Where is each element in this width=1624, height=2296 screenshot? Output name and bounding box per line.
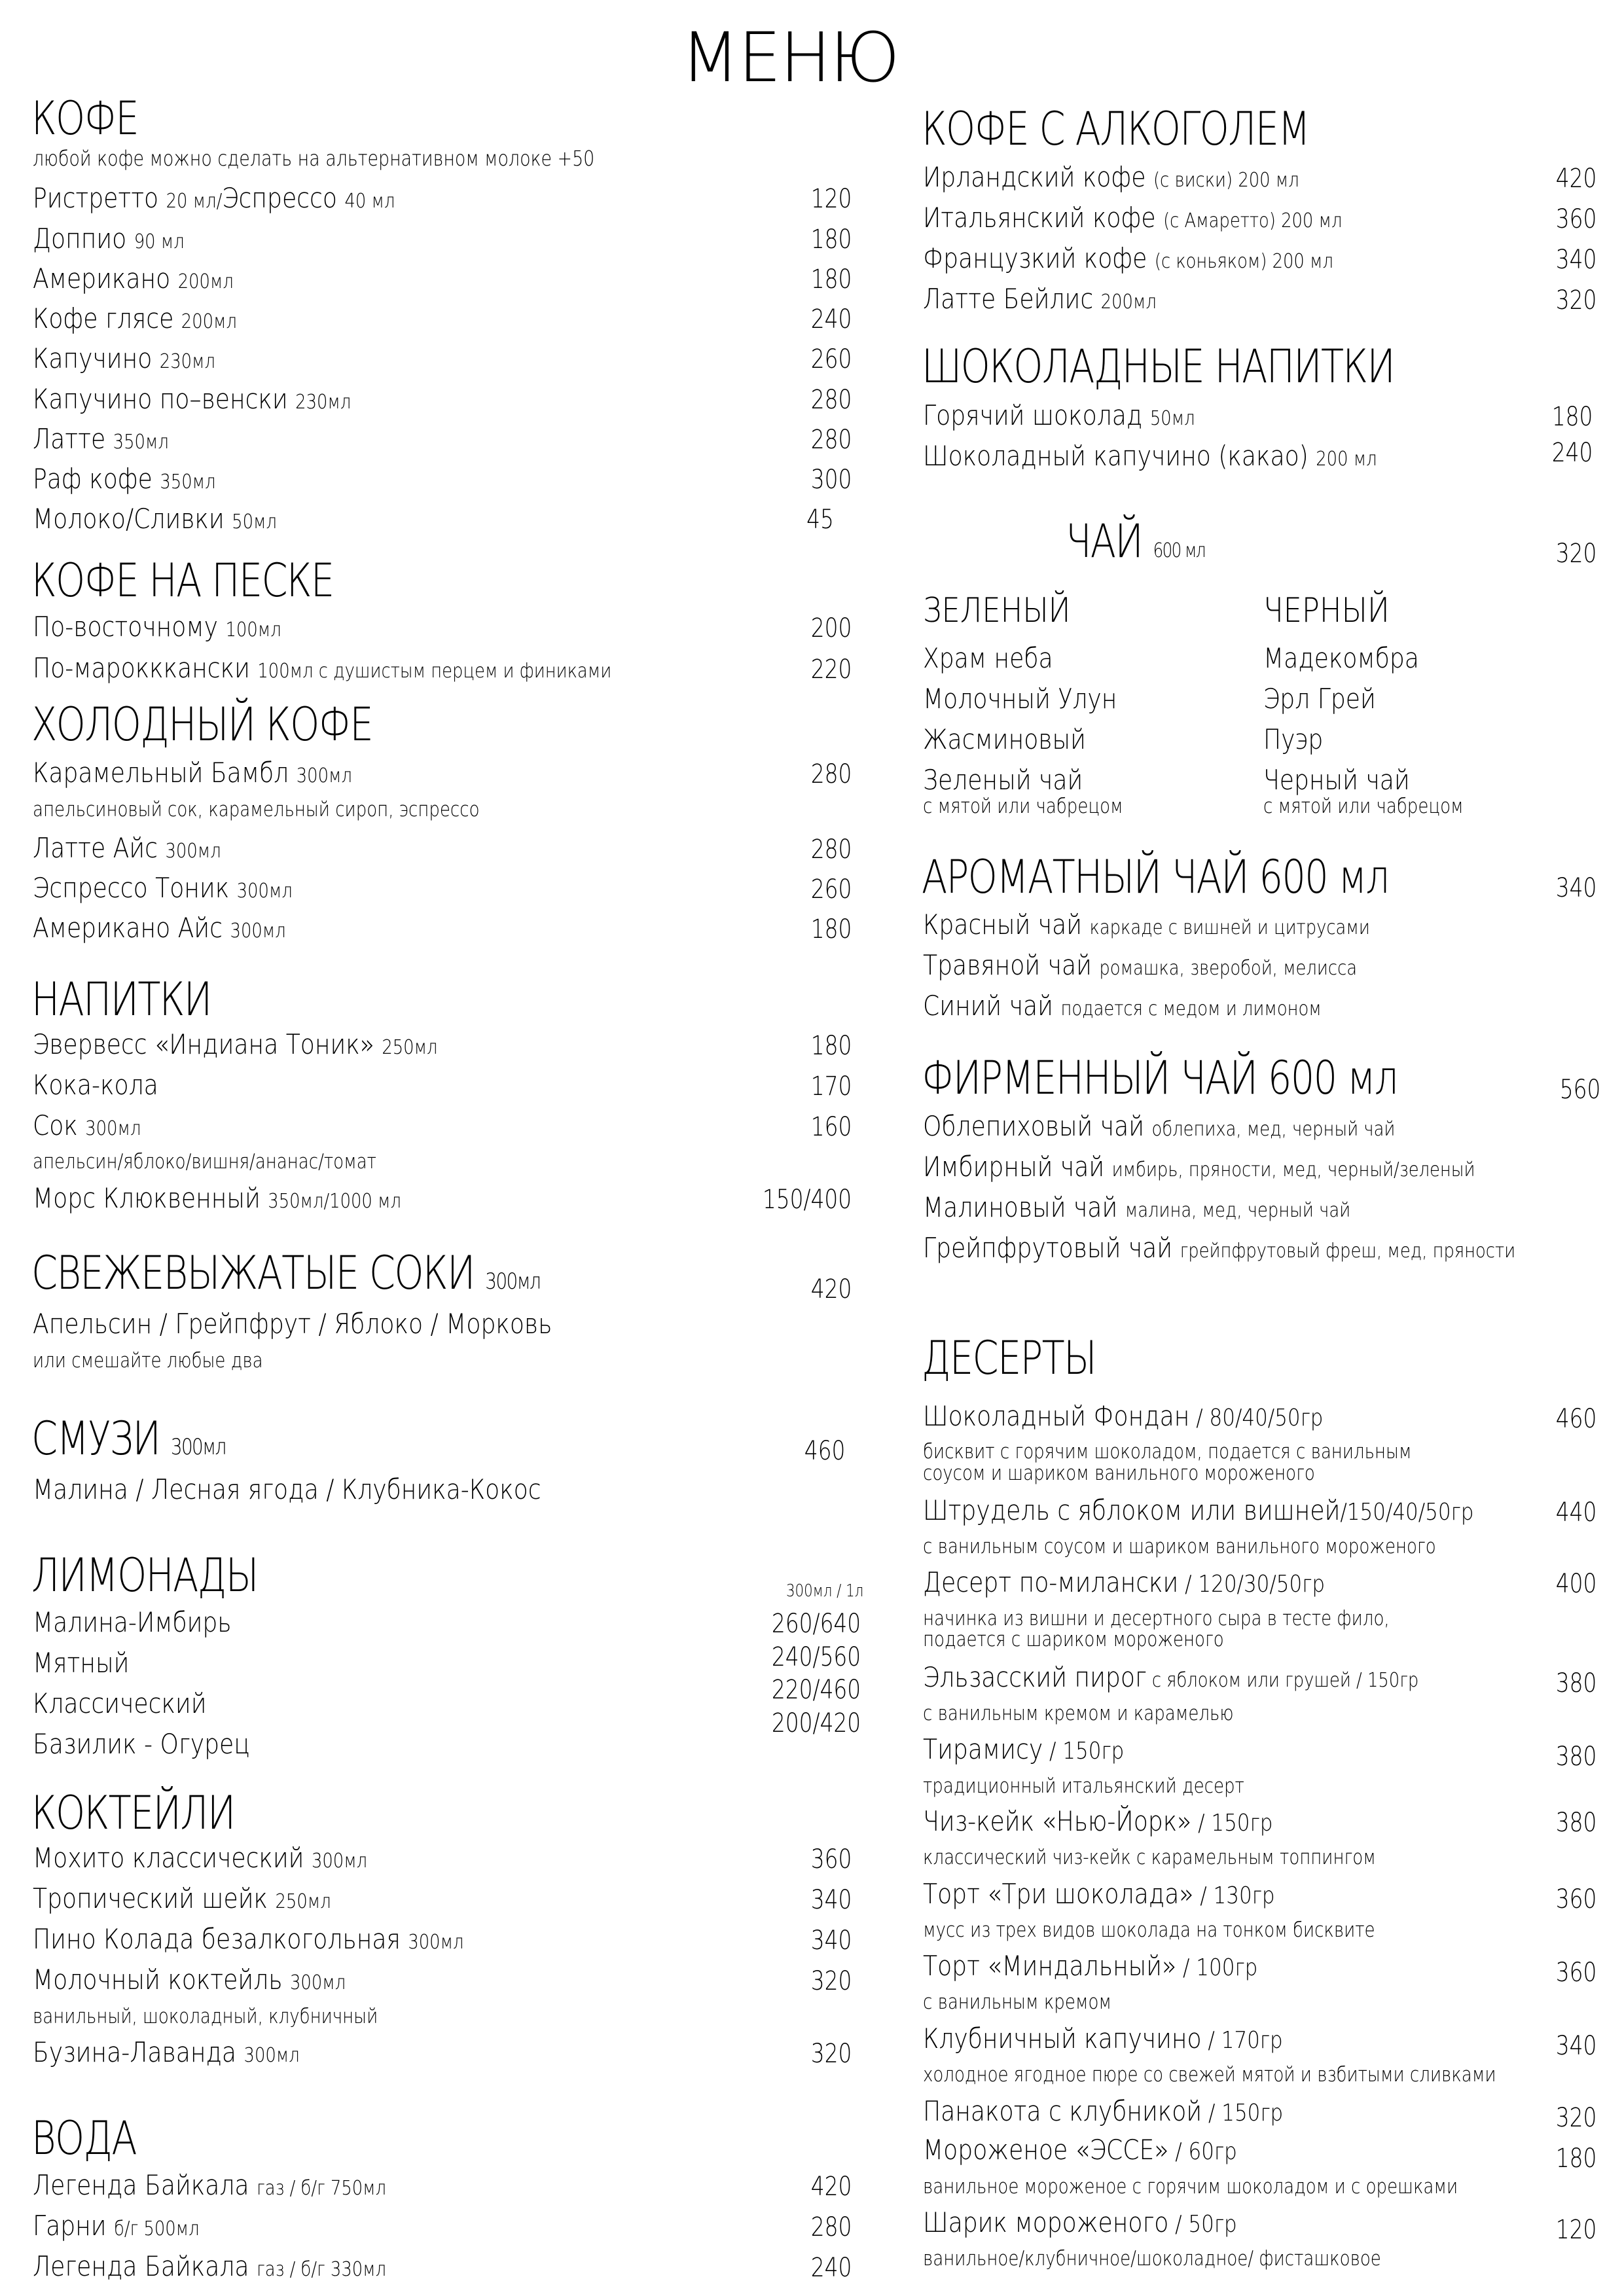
item-description: апельсиновый сок, карамельный сироп, эспрессо	[33, 798, 480, 821]
tea-item: Жасминовый	[923, 723, 1086, 755]
section-heading-coffee: КОФЕ	[31, 92, 138, 145]
price: 420	[1555, 164, 1597, 194]
menu-item: Ристретто 20 мл/Эспрессо 40 мл	[33, 182, 395, 214]
section-heading-sand-coffee: КОФЕ НА ПЕСКЕ	[31, 554, 334, 607]
menu-item: Раф кофе 350мл	[33, 463, 216, 495]
price: 280	[810, 759, 852, 789]
menu-item: Торт «Три шоколада» / 130гр	[923, 1878, 1275, 1910]
item-description: классический чиз-кейк с карамельным топпингом	[923, 1846, 1376, 1869]
price: 280	[810, 425, 852, 455]
menu-item: Клубничный капучино / 170гр	[923, 2022, 1283, 2054]
menu-item: Американо Айс 300мл	[33, 912, 286, 944]
price: 440	[1555, 1498, 1597, 1528]
menu-item: Базилик - Огурец	[33, 1728, 250, 1760]
menu-item: Сок 300мл	[33, 1109, 141, 1141]
price: 240/560	[771, 1642, 861, 1672]
item-description: ванильное мороженое с горячим шоколадом и с орешками	[923, 2175, 1458, 2198]
price: 240	[810, 2253, 852, 2283]
item-description: ванильный, шоколадный, клубничный	[33, 2005, 378, 2028]
price: 340	[1555, 2031, 1597, 2061]
section-heading-water: ВОДА	[31, 2111, 137, 2165]
menu-item: Доппио 90 мл	[33, 223, 185, 255]
price: 180	[1551, 402, 1593, 432]
price: 200/420	[771, 1708, 861, 1738]
price: 180	[810, 264, 852, 295]
price: 200	[810, 613, 852, 643]
item-description: с ванильным кремом	[923, 1990, 1112, 2014]
menu-item: Мохито классический 300мл	[33, 1842, 368, 1874]
menu-item: Классический	[33, 1687, 207, 1719]
price: 180	[810, 224, 852, 255]
coffee-note: любой кофе можно сделать на альтернативном молоке +50	[33, 146, 595, 171]
tea-item: Зеленый чай	[923, 764, 1083, 796]
menu-item: Горячий шоколад 50мл	[923, 399, 1195, 431]
price: 320	[810, 1966, 852, 1996]
menu-item: Апельсин / Грейпфрут / Яблоко / Морковь	[33, 1308, 552, 1340]
item-description: апельсин/яблоко/вишня/ананас/томат	[33, 1150, 376, 1174]
menu-item: Облепиховый чай облепиха, мед, черный чай	[923, 1110, 1396, 1142]
section-heading-signature-tea: ФИРМЕННЫЙ ЧАЙ 600 мл	[922, 1051, 1398, 1105]
menu-item: Малиновый чай малина, мед, черный чай	[923, 1191, 1351, 1223]
menu-item: Штрудель с яблоком или вишней/150/40/50гр	[923, 1494, 1474, 1526]
tea-item: Пуэр	[1263, 723, 1324, 755]
item-description: ванильное/клубничное/шоколадное/ фисташковое	[923, 2247, 1381, 2270]
price: 170	[810, 1071, 852, 1102]
section-heading-fresh-juices: СВЕЖЕВЫЖАТЫЕ СОКИ 300мл	[31, 1246, 541, 1300]
menu-item: Бузина-Лаванда 300мл	[33, 2036, 300, 2068]
price: 320	[1555, 2103, 1597, 2133]
section-heading-desserts: ДЕСЕРТЫ	[922, 1331, 1096, 1385]
menu-item: Грейпфрутовый чай грейпфрутовый фреш, мед, пряности	[923, 1232, 1516, 1264]
menu-item: По-восточному 100мл	[33, 611, 281, 643]
menu-item: Эвервесс «Индиана Тоник» 250мл	[33, 1028, 438, 1060]
price: 300	[810, 465, 852, 495]
menu-item: Пино Колада безалкогольная 300мл	[33, 1923, 464, 1955]
price: 460	[1555, 1404, 1597, 1434]
price: 240	[810, 304, 852, 334]
menu-item: Эльзасский пирог с яблоком или грушей / 150гр	[923, 1661, 1419, 1693]
section-heading-cocktails: КОКТЕЙЛИ	[31, 1786, 235, 1840]
price: 340	[810, 1885, 852, 1915]
price: 180	[810, 914, 852, 944]
price: 260	[810, 344, 852, 374]
price: 150/400	[762, 1185, 852, 1215]
menu-item: Травяной чай ромашка, зверобой, мелисса	[923, 949, 1358, 981]
tea-item: Эрл Грей	[1263, 683, 1376, 715]
price: 220/460	[771, 1675, 861, 1705]
menu-item: Малина / Лесная ягода / Клубника-Кокос	[33, 1473, 541, 1505]
menu-item: Чиз-кейк «Нью-Йорк» / 150гр	[923, 1805, 1273, 1837]
price: 120	[1555, 2215, 1597, 2245]
menu-item: Шоколадный Фондан / 80/40/50гр	[923, 1400, 1324, 1432]
menu-item: Карамельный Бамбл 300мл	[33, 757, 352, 789]
price: 320	[1555, 285, 1597, 315]
lemonade-sizes: 300мл / 1л	[785, 1581, 863, 1601]
menu-item: Французкий кофе (с коньяком) 200 мл	[923, 242, 1334, 274]
price: 340	[1555, 245, 1597, 275]
price: 380	[1555, 1668, 1597, 1698]
item-description: бисквит с горячим шоколадом, подается с ванильным	[923, 1440, 1412, 1463]
price: 560	[1559, 1075, 1600, 1105]
price: 400	[1555, 1569, 1597, 1599]
item-description: традиционный итальянский десерт	[923, 1774, 1244, 1798]
section-heading-drinks: НАПИТКИ	[31, 973, 211, 1026]
price: 120	[810, 184, 852, 214]
price: 180	[810, 1031, 852, 1061]
page-title: МЕНЮ	[681, 18, 899, 98]
price: 280	[810, 834, 852, 865]
menu-item: Молоко/Сливки 50мл	[33, 503, 277, 535]
price: 360	[1555, 204, 1597, 234]
item-description: или смешайте любые два	[33, 1349, 263, 1372]
menu-item: Шоколадный капучино (какао) 200 мл	[923, 440, 1377, 472]
tea-item: Молочный Улун	[923, 683, 1117, 715]
price: 220	[810, 655, 852, 685]
menu-item: Итальянский кофе (с Амаретто) 200 мл	[923, 202, 1343, 234]
item-description: начинка из вишни и десертного сыра в тесте фило,	[923, 1607, 1390, 1630]
price: 160	[810, 1112, 852, 1142]
price: 340	[810, 1926, 852, 1956]
price: 260/640	[771, 1609, 861, 1639]
menu-item: Панакота с клубникой / 150гр	[923, 2095, 1284, 2127]
menu-item: Капучино 230мл	[33, 342, 216, 374]
menu-item: Кока-кола	[33, 1069, 158, 1101]
price: 320	[810, 2039, 852, 2069]
menu-item: Мятный	[33, 1647, 130, 1679]
section-heading-aromatic-tea: АРОМАТНЫЙ ЧАЙ 600 мл	[922, 850, 1389, 904]
price: 340	[1555, 873, 1597, 903]
price: 420	[810, 2172, 852, 2202]
menu-item: Торт «Миндальный» / 100гр	[923, 1950, 1258, 1982]
menu-item: Латте Айс 300мл	[33, 832, 221, 864]
price: 460	[804, 1436, 845, 1466]
price: 280	[810, 385, 852, 415]
menu-item: Капучино по–венски 230мл	[33, 383, 352, 415]
price: 360	[1555, 1884, 1597, 1914]
price: 240	[1551, 438, 1593, 468]
price: 360	[810, 1844, 852, 1874]
section-heading-lemonades: ЛИМОНАДЫ	[31, 1549, 258, 1602]
menu-item: Мороженое «ЭССЕ» / 60гр	[923, 2134, 1237, 2166]
menu-item: Десерт по-милански / 120/30/50гр	[923, 1566, 1326, 1598]
menu-item: Ирландский кофе (с виски) 200 мл	[923, 161, 1299, 193]
menu-item: Кофе глясе 200мл	[33, 302, 237, 334]
tea-black-heading: ЧЕРНЫЙ	[1263, 591, 1390, 630]
item-description: с ванильным кремом и карамелью	[923, 1702, 1234, 1725]
menu-item: Шарик мороженого / 50гр	[923, 2206, 1237, 2238]
menu-item: Имбирный чай имбирь, пряности, мед, черный/зеленый	[923, 1151, 1475, 1183]
menu-item: Тирамису / 150гр	[923, 1733, 1125, 1765]
tea-item: Черный чай	[1263, 764, 1410, 796]
price: 420	[810, 1274, 852, 1304]
price: 380	[1555, 1808, 1597, 1838]
item-description: холодное ягодное пюре со свежей мятой и взбитыми сливками	[923, 2063, 1496, 2087]
menu-item: Тропический шейк 250мл	[33, 1882, 331, 1914]
price: 260	[810, 874, 852, 905]
price: 180	[1555, 2144, 1597, 2174]
price: 320	[1555, 539, 1597, 569]
menu-item: Легенда Байкала газ / б/г 330мл	[33, 2250, 387, 2282]
price: 360	[1555, 1958, 1597, 1988]
section-heading-smoothie: СМУЗИ 300мл	[31, 1412, 226, 1465]
price: 45	[806, 505, 834, 535]
tea-green-heading: ЗЕЛЕНЫЙ	[923, 591, 1071, 630]
section-heading-cold-coffee: ХОЛОДНЫЙ КОФЕ	[31, 698, 372, 751]
menu-item: Легенда Байкала газ / б/г 750мл	[33, 2169, 387, 2201]
menu-item: Латте 350мл	[33, 423, 169, 455]
menu-item: Морс Клюквенный 350мл/1000 мл	[33, 1182, 402, 1214]
menu-item: Эспрессо Тоник 300мл	[33, 872, 293, 904]
menu-item: Молочный коктейль 300мл	[33, 1964, 346, 1996]
menu-item: Латте Бейлис 200мл	[923, 283, 1157, 315]
price: 280	[810, 2212, 852, 2242]
item-description: подается с шариком мороженого	[923, 1628, 1224, 1651]
item-description: с ванильным соусом и шариком ванильного мороженого	[923, 1535, 1436, 1558]
item-description: мусс из трех видов шоколада на тонком бисквите	[923, 1918, 1375, 1942]
section-heading-tea: ЧАЙ 600 мл	[1066, 514, 1205, 568]
menu-item: Американо 200мл	[33, 262, 234, 295]
section-heading-chocolate: ШОКОЛАДНЫЕ НАПИТКИ	[922, 340, 1395, 393]
tea-note: с мятой или чабрецом	[1263, 795, 1464, 818]
tea-item: Храм неба	[923, 642, 1053, 674]
tea-item: Мадекомбра	[1263, 642, 1419, 674]
menu-item: Красный чай каркаде с вишней и цитрусами	[923, 908, 1370, 941]
menu-item: Синий чай подается с медом и лимоном	[923, 990, 1322, 1022]
menu-item: Малина-Имбирь	[33, 1606, 232, 1638]
item-description: соусом и шариком ванильного мороженого	[923, 1462, 1315, 1485]
price: 380	[1555, 1742, 1597, 1772]
menu-item: По-марокккански 100мл с душистым перцем и финиками	[33, 652, 612, 684]
section-heading-alcohol-coffee: КОФЕ С АЛКОГОЛЕМ	[922, 102, 1310, 156]
tea-note: с мятой или чабрецом	[923, 795, 1123, 818]
menu-item: Гарни б/г 500мл	[33, 2210, 200, 2242]
